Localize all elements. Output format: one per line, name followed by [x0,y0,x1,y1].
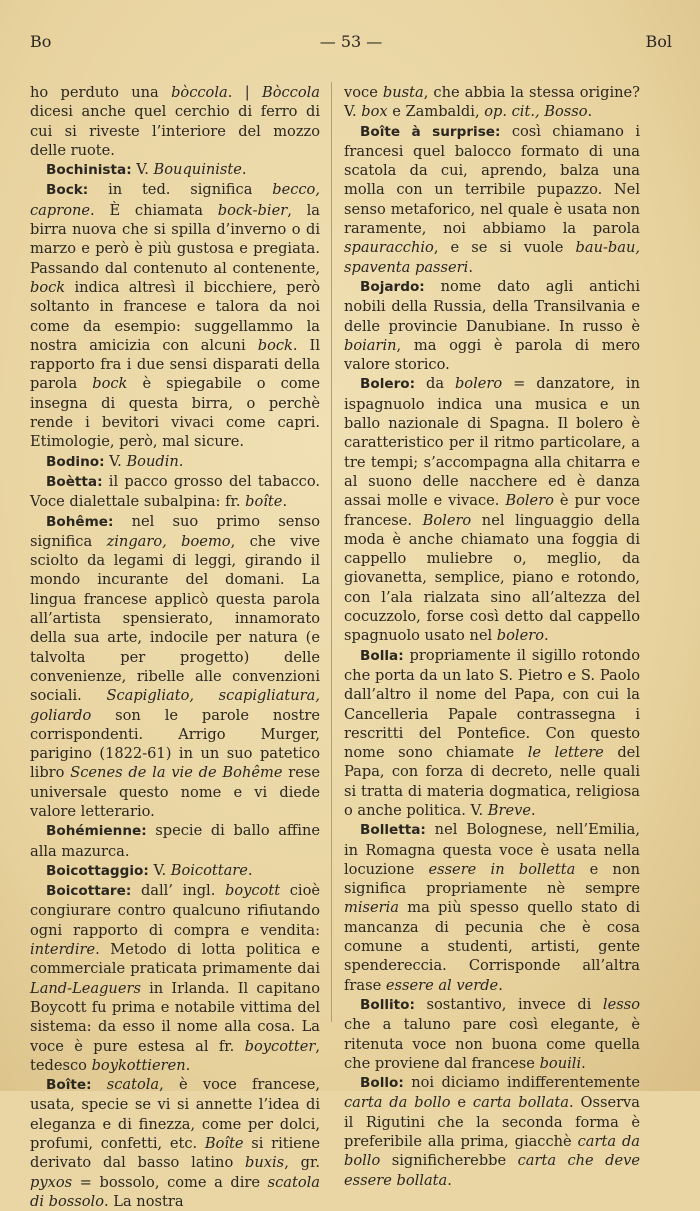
italic-term: Boîte [204,1135,244,1153]
dictionary-entry: Bolletta: nel Bolognese, nell’Emilia, in Romagna questa voce è usata nella locuzione essere in bolletta e non significa propriamente nè sempre miseria ma più spesso quello stato di mancanza di pecunia che è cosa comune a studenti, artisti, gente spendereccia. Corrisponde all’altra frase essere al verde. [344,821,641,994]
entry-headword: Bolla: [360,647,404,664]
italic-term: boiarin [344,336,397,354]
header-right-guideword: Bol [645,32,672,51]
entry-headword: Boîte: [46,1077,92,1094]
italic-term: spauracchio [344,239,434,257]
header-left-guideword: Bo [30,32,52,51]
italic-term: op. cit., Bosso [484,103,588,121]
italic-term: carta da bollo [344,1133,641,1170]
italic-term: Breve [487,801,532,819]
italic-term: Scapigliato, scapigliatura, goliardo [30,687,320,724]
italic-term: boykottieren [91,1056,186,1074]
entry-headword: Bolletta: [360,822,426,839]
entry-headword: Boicottaggio: [46,862,149,879]
italic-term: buxis [245,1154,285,1172]
italic-term: scatola [106,1076,160,1094]
dictionary-entry: Boicottare: dall’ ingl. boycott cioè congiurare contro qualcuno rifiutando ogni rapporto di compra e vendita: interdire. Metodo di lotta politica e commerciale praticata primamente dai Land-Leaguers in Irlanda. Il capitano Boycott fu prima e notabile vittima del sistema: da esso il nome alla cosa. La voce è pure estesa al fr. boycotter, tedesco boykottieren. [30,882,321,1074]
entry-headword: Bodino: [46,453,105,470]
continued-text: voce busta, che abbia la stessa origine? V. box e Zambaldi, op. cit., Bosso. [344,84,640,121]
entry-headword: Boètta: [46,473,103,490]
italic-term: carta che deve essere bollata [344,1152,640,1189]
italic-term: carta bollata [472,1094,569,1112]
italic-term: bock [92,375,128,393]
dictionary-entry: Bolla: propriamente il sigillo rotondo che porta da un lato S. Pietro e S. Paolo dall’altro il nome del Papa, con cui la Cancelleria Papale contrassegna i rescritti del Pontefice. Con questo nome sono chiamate le lettere del Papa, con forza di decreto, nelle quali si tratta di materia dogmatica, religiosa o anche politica. V. Breve. [344,646,640,819]
italic-term: box [361,103,388,121]
italic-term: Boudin [126,452,179,470]
dictionary-entry: Bolero: da bolero = danzatore, in ispagnuolo indica una musica e un ballo nazionale di Spagna. Il bolero è caratteristico per il ritmo particolare, a tre tempi; s’accompagna alla chitarra e al suono delle nacchere ed è danza assai molle e vivace. Bolero è pur voce francese. Bolero nel linguaggio della moda è anche chiamato una foggia di cappello muliebre o, meglio, da giovanetta, semplice, piano e rotondo, con l’ala rialzata sino all’altezza del cocuzzolo, forse così detto dal cappello spagnuolo usato nel bolero. [344,375,640,645]
right-column [344,83,640,1190]
dictionary-entry: Boicottaggio: V. Boicottare. [46,861,253,879]
entry-headword: Bollo: [360,1075,404,1092]
italic-term: bock [257,336,293,354]
italic-term: essere al verde [385,976,499,994]
italic-term: boîte [245,493,283,511]
entry-headword: Bohémienne: [46,823,147,840]
italic-term: scatola di bossolo [30,1173,320,1210]
italic-term: becco, caprone [30,181,320,219]
italic-term: bau-bau, spaventa passeri [344,239,640,276]
entry-headword: Bollito: [360,996,415,1013]
dictionary-entry: Bollito: sostantivo, invece di lesso che a taluno pare così elegante, è ritenuta voce non buona come quella che proviene dal francese bouili. [344,995,640,1072]
dictionary-entry: Bollo: noi diciamo indifferentemente carta da bollo e carta bollata. Osserva il Rigutini che la seconda forma è preferibile alla prima, giacchè carta da bollo significherebbe carta che deve essere bollata. [344,1074,641,1189]
continued-text: ho perduto una bòccola. | Bòccola dicesi anche quel cerchio di ferro di cui si riveste l’interiore del mozzo delle ruote. [30,84,320,159]
italic-term: boycotter [244,1037,316,1055]
italic-term: zingaro, boemo [106,532,231,550]
entry-headword: Boîte à surprise: [360,123,501,140]
dictionary-entry: Bohême: nel suo primo senso significa zingaro, boemo, che vive sciolto da legami di leggi, girando il mondo incurante del domani. La lingua francese applicò questa parola all’artista spensierato, innamorato della sua arte, indocile per natura (e talvolta per progetto) delle convenienze, ribelle alle convenzioni sociali. Scapigliato, scapigliatura, goliardo son le parole nostre corrispondenti. Arrigo Murger, parigino (1822-61) in un suo patetico libro Scenes de la vie de Bohême rese universale questo nome e vi diede valore letterario. [30,512,321,820]
italic-term: interdire [30,941,96,959]
entry-headword: Bochinista: [46,162,132,179]
italic-term: carta da bollo [344,1094,451,1112]
italic-term: Boicottare [170,861,248,879]
entry-headword: Bojardo: [360,278,425,295]
entry-headword: Bolero: [360,376,416,393]
italic-term: bock [30,278,66,296]
dictionary-entry: Bock: in ted. significa becco, caprone. È chiamata bock-bier, la birra nuova che si spilla d’inverno o di marzo e però è più gustosa e pregiata. Passando dal contenuto al contenente, bock indica altresì il bicchiere, però soltanto in francese e talora da noi come da esempio: suggellammo la nostra amicizia con alcuni bock. Il rapporto fra i due sensi disparati della parola bock è spiegabile o come insegna di questa birra, o perchè rende i bevitori vivaci come capri. Etimologie, però, mal sicure. [30,181,321,451]
italic-term: bock-bier [217,201,288,219]
left-column [30,83,320,1211]
running-header [30,32,672,56]
dictionary-entry: Bodino: V. Boudin. [46,452,184,470]
dictionary-entry: Boîte: scatola, è voce francese, usata, specie se vi si annette l’idea di eleganza e di finezza, come per dolci, profumi, confetti, etc. Boîte si ritiene derivato dal basso latino buxis, gr. pyxos = bossolo, come a dire scatola di bossolo. La nostra [30,1076,320,1210]
dictionary-entry: Boètta: il pacco grosso del tabacco. Voce dialettale subalpina: fr. boîte. [30,472,320,511]
italic-term: bòccola [171,84,228,101]
italic-term: busta [382,84,424,101]
italic-term: pyxos [30,1173,73,1191]
entry-headword: Bohême: [46,513,114,530]
italic-term: essere in bolletta [428,860,576,878]
italic-term: Bouquiniste [153,161,242,179]
italic-term: Bòccola [261,84,320,101]
entry-headword: Bock: [46,182,89,199]
italic-term: Scenes de la vie de Bohême [70,764,283,782]
italic-term: miseria [344,899,399,917]
dictionary-entry: Bochinista: V. Bouquiniste. [46,161,247,179]
column-divider [331,82,332,1022]
italic-term: Bolero [422,511,472,529]
italic-term: bolero [496,627,544,645]
entry-headword: Boicottare: [46,883,132,900]
italic-term: bolero [454,375,503,393]
italic-term: le lettere [527,744,604,762]
italic-term: boycott [225,882,281,900]
dictionary-entry: Bohémienne: specie di ballo affine alla mazurca. [30,822,320,860]
italic-term: Bolero [505,492,554,510]
italic-term: lesso [602,995,640,1013]
dictionary-entry: Bojardo: nome dato agli antichi nobili della Russia, della Transilvania e delle provincie Danubiane. In russo è boiarin, ma oggi è parola di mero valore storico. [344,277,640,374]
italic-term: Land-Leaguers [30,979,141,997]
page-number: — 53 — [319,32,383,51]
italic-term: bouili [539,1054,582,1072]
dictionary-entry: Boîte à surprise: così chiamano i francesi quel balocco formato di una scatola da cui, aprendo, balza una molla con un terribile pupazzo. Nel senso metaforico, nel quale è usata non raramente, noi abbiamo la parola spauracchio, e se si vuole bau-bau, spaventa passeri. [344,122,640,276]
